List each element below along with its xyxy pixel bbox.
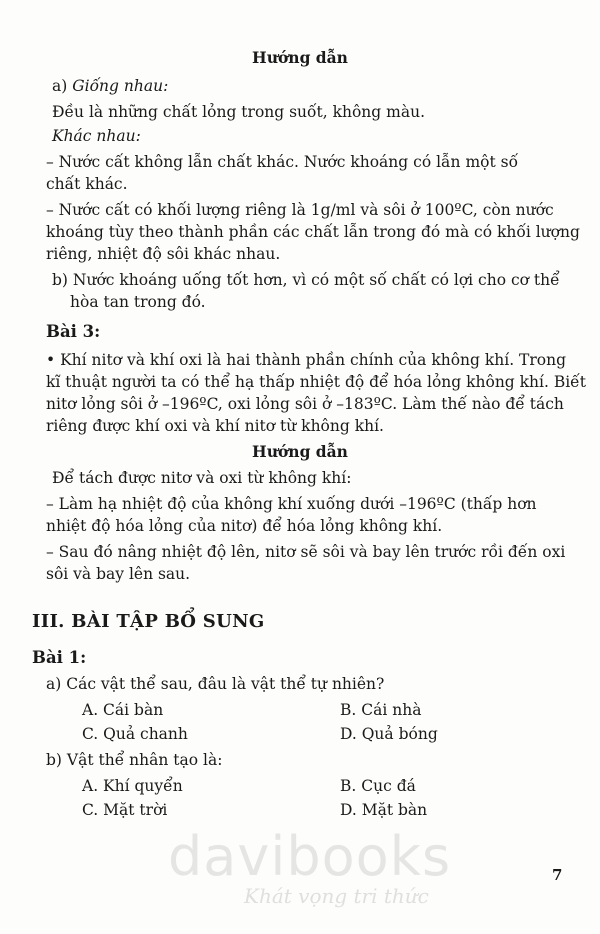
guide-title-2: Hướng dẫn xyxy=(252,442,348,461)
different-heading: Khác nhau: xyxy=(52,127,141,145)
guide-2-step-2-line-1: – Sau đó nâng nhiệt độ lên, nitơ sẽ sôi và bay lên trước rồi đến oxi xyxy=(46,543,566,561)
watermark-tagline: Khát vọng tri thức xyxy=(244,884,429,908)
guide-2-step-1-line-2: nhiệt độ hóa lỏng của nitơ) để hóa lỏng không khí. xyxy=(46,517,443,535)
question-b-option-a: A. Khí quyển xyxy=(82,777,183,795)
section-iii-title: III. BÀI TẬP BỔ SUNG xyxy=(32,611,265,632)
guide-2-step-2-line-2: sôi và bay lên sau. xyxy=(46,565,191,583)
diff-2-line-2: khoáng tùy theo thành phần các chất lẫn trong đó mà có khối lượng xyxy=(46,223,580,241)
part-a-label: a) xyxy=(52,77,68,95)
exercise-1-heading: Bài 1: xyxy=(32,648,87,667)
guide-title: Hướng dẫn xyxy=(252,48,348,67)
question-b-option-c: C. Mặt trời xyxy=(82,801,168,819)
diff-1-line-2: chất khác. xyxy=(46,175,128,193)
question-a-option-b: B. Cái nhà xyxy=(340,701,422,719)
part-b-line-1: b) Nước khoáng uống tốt hơn, vì có một số chất có lợi cho cơ thể xyxy=(52,271,560,289)
question-a-option-a: A. Cái bàn xyxy=(82,701,164,719)
exercise-3-heading: Bài 3: xyxy=(46,322,101,341)
question-a-option-d: D. Quả bóng xyxy=(340,725,438,743)
question-a: a) Các vật thể sau, đâu là vật thể tự nhiên? xyxy=(46,675,385,693)
question-b-option-d: D. Mặt bàn xyxy=(340,801,428,819)
diff-2-line-3: riêng, nhiệt độ sôi khác nhau. xyxy=(46,245,281,263)
page-number: 7 xyxy=(552,866,563,884)
exercise-3-line-2: kĩ thuật người ta có thể hạ thấp nhiệt độ để hóa lỏng không khí. Biết xyxy=(46,373,586,391)
exercise-3-line-4: riêng được khí oxi và khí nitơ từ không khí. xyxy=(46,417,384,435)
similar-heading: Giống nhau: xyxy=(72,77,169,95)
question-a-option-c: C. Quả chanh xyxy=(82,725,188,743)
part-a-heading xyxy=(52,76,168,96)
guide-2-step-1-line-1: – Làm hạ nhiệt độ của không khí xuống dưới –196ºC (thấp hơn xyxy=(46,495,537,513)
exercise-3-line-3: nitơ lỏng sôi ở –196ºC, oxi lỏng sôi ở –183ºC. Làm thế nào để tách xyxy=(46,395,564,413)
watermark-brand: davibooks xyxy=(168,825,452,888)
exercise-3-line-1: • Khí nitơ và khí oxi là hai thành phần chính của không khí. Trong xyxy=(46,351,567,369)
guide-2-intro: Để tách được nitơ và oxi từ không khí: xyxy=(52,469,352,487)
question-b: b) Vật thể nhân tạo là: xyxy=(46,751,223,769)
diff-2-line-1: – Nước cất có khối lượng riêng là 1g/ml và sôi ở 100ºC, còn nước xyxy=(46,201,554,219)
question-b-option-b: B. Cục đá xyxy=(340,777,416,795)
part-b-line-2: hòa tan trong đó. xyxy=(70,293,206,311)
diff-1-line-1: – Nước cất không lẫn chất khác. Nước khoáng có lẫn một số xyxy=(46,153,519,171)
similar-text: Đều là những chất lỏng trong suốt, không màu. xyxy=(52,103,425,121)
